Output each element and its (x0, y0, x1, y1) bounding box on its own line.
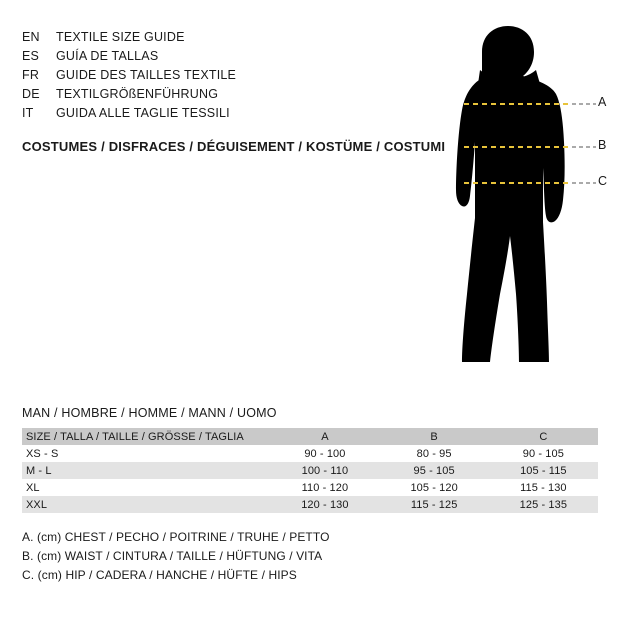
legend (22, 528, 330, 585)
category-heading: COSTUMES / DISFRACES / DÉGUISEMENT / KOSTÜME / COSTUMI (22, 139, 446, 154)
row-m-l-b: 95 - 105 (413, 464, 455, 477)
language-text-es: GUÍA DE TALLAS (56, 49, 159, 63)
row-size-xxl: XXL (26, 498, 48, 511)
language-code-de: DE (22, 87, 40, 101)
table-row (22, 445, 598, 462)
language-row-es (22, 49, 402, 68)
language-code-en: EN (22, 30, 40, 44)
language-list (22, 30, 402, 125)
language-text-it: GUIDA ALLE TAGLIE TESSILI (56, 106, 230, 120)
row-m-l-a: 100 - 110 (301, 464, 349, 477)
table-header-b: B (430, 430, 438, 443)
table-header-size: SIZE / TALLA / TAILLE / GRÖSSE / TAGLIA (26, 430, 244, 443)
row-xs-s-c: 90 - 105 (522, 447, 564, 460)
language-text-fr: GUIDE DES TAILLES TEXTILE (56, 68, 237, 82)
table-title: MAN / HOMBRE / HOMME / MANN / UOMO (22, 406, 277, 420)
table-row (22, 462, 598, 479)
row-xl-b: 105 - 120 (410, 481, 458, 494)
row-size-xs-s: XS - S (26, 447, 59, 460)
language-text-en: TEXTILE SIZE GUIDE (56, 30, 185, 44)
row-xxl-c: 125 - 135 (519, 498, 568, 511)
measure-label-b: B (598, 138, 607, 152)
row-xs-s-b: 80 - 95 (416, 447, 452, 460)
body-figure (420, 22, 610, 382)
measure-label-c: C (598, 174, 608, 188)
silhouette-shape (456, 26, 565, 362)
language-code-it: IT (22, 106, 34, 120)
language-row-it (22, 106, 402, 125)
row-xl-c: 115 - 130 (520, 481, 567, 494)
language-code-fr: FR (22, 68, 40, 82)
language-row-en (22, 30, 402, 49)
language-text-de: TEXTILGRÖßENFÜHRUNG (56, 87, 219, 101)
language-row-de (22, 87, 402, 106)
row-m-l-c: 105 - 115 (520, 464, 567, 477)
legend-item-b: B. (cm) WAIST / CINTURA / TAILLE / HÜFTUNG / VITA (22, 549, 323, 563)
table-row (22, 496, 598, 513)
size-table (22, 428, 598, 513)
language-code-es: ES (22, 49, 40, 63)
table-row (22, 479, 598, 496)
row-size-m-l: M - L (26, 464, 52, 477)
row-xs-s-a: 90 - 100 (304, 447, 346, 460)
table-header-a: A (321, 430, 329, 443)
table-header-row (22, 428, 598, 445)
row-xl-a: 110 - 120 (301, 481, 349, 494)
row-size-xl: XL (26, 481, 40, 494)
row-xxl-a: 120 - 130 (301, 498, 349, 511)
legend-item-c: C. (cm) HIP / CADERA / HANCHE / HÜFTE / HIPS (22, 568, 297, 582)
measure-label-a: A (598, 95, 607, 109)
row-xxl-b: 115 - 125 (410, 498, 458, 511)
language-row-fr (22, 68, 402, 87)
table-header-c: C (539, 430, 548, 443)
legend-item-a: A. (cm) CHEST / PECHO / POITRINE / TRUHE / PETTO (22, 530, 330, 544)
